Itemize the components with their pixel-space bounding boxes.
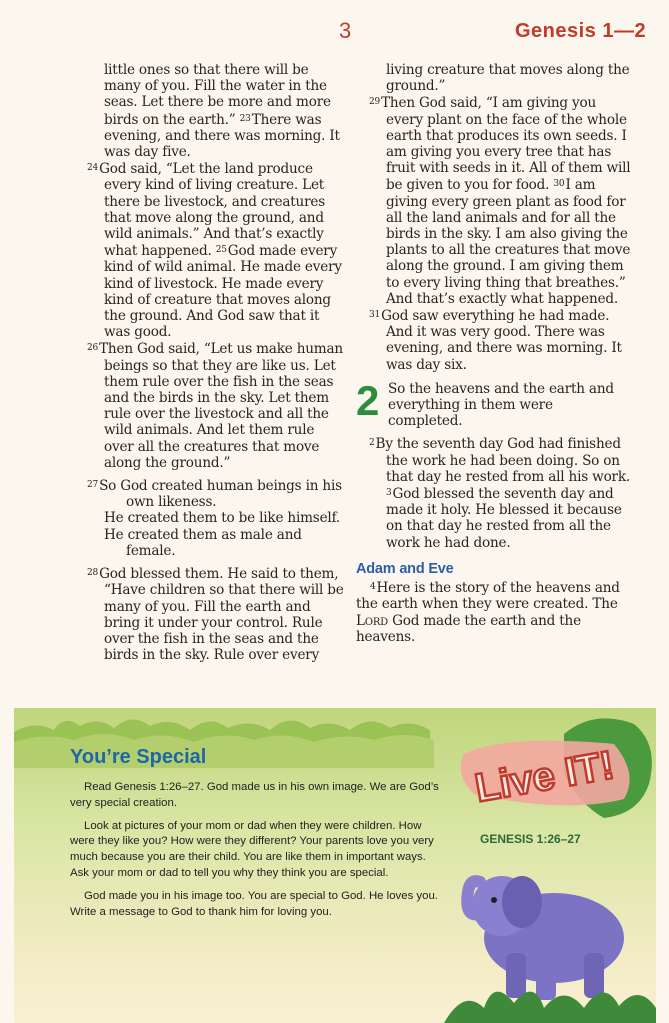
verse-31 — [356, 307, 631, 373]
callout-paragraph: Look at pictures of your mom or dad when they were children. How were they like you? How were they different? Your parents love you very much because you are their child. You are like them in important ways. Ask your mom or dad to tell you why they think you are special. — [70, 819, 434, 879]
verse-number: 25 — [215, 245, 227, 256]
verse-text: I am giving every green plant as food for all the land animals and for all the birds in the sky. I am also giving the plants to all the creatures that move along the ground. I am giving them to every living thing that breathes.” And that’s exactly what happened. — [386, 177, 631, 307]
verse-text: Then God said, “I am giving you every plant on the face of the whole earth that produces its own seeds. I am giving you every tree that has fruit with seeds in it. All of them will be given to you for food. — [381, 95, 631, 194]
elephant-leg — [506, 953, 526, 998]
elephant-eye — [491, 897, 497, 903]
elephant-ear — [502, 876, 542, 928]
verse-number: 3 — [386, 488, 392, 499]
right-column — [356, 62, 631, 645]
live-it-badge — [444, 714, 656, 829]
badge-text: Live IT! — [471, 743, 618, 811]
verse-text: There was evening, and there was morning. It was day five. — [104, 111, 340, 161]
poem-line: So God created human beings in his — [99, 478, 342, 495]
scripture-reference: GENESIS 1:26–27 — [480, 832, 581, 846]
left-column — [74, 62, 344, 663]
verse-text: By the seventh day God had finished the work he had been doing. So on that day he rested from all his work. — [375, 436, 631, 485]
poem-line: own likeness. — [126, 494, 217, 511]
section-heading: Adam and Eve — [356, 560, 454, 577]
text-continuation: little ones so that there will be many of you. Fill the water in the seas. Let there be more and more birds on the earth.” — [104, 62, 331, 128]
verse-number: 30 — [553, 179, 565, 190]
verse-text: God blessed them. He said to them, “Have children so that there will be many of you. Fill the earth and bring it under your control. Rule over the fish in the seas and the birds in the sky. Rule over every — [99, 566, 344, 664]
verse-text: God saw everything he had made. And it was very good. There was evening, and there was morning. It was day six. — [381, 308, 622, 373]
verse-number: 27 — [87, 480, 99, 491]
poem-line: He created them as male and — [104, 526, 302, 543]
verse-text: Here is the story of the heavens and the earth when they were created. The — [356, 580, 620, 613]
live-it-callout — [14, 708, 656, 1023]
verse-number: 29 — [369, 97, 381, 108]
verse-number: 23 — [239, 113, 251, 124]
verse-text: God said, “Let the land produce every kind of living creature. Let there be livestock, and creatures that move along the ground, and wild animals.” And that’s exactly what happened. — [99, 161, 326, 260]
verse-text: God blessed the seventh day and made it holy. He blessed it because on that day he rested from all the work he had done. — [386, 486, 622, 551]
callout-title: You’re Special — [70, 746, 207, 768]
elephant-leg — [536, 958, 556, 1000]
chapter-number: 2 — [356, 376, 380, 424]
verse-text: So the heavens and the earth and everything in them were completed. — [388, 380, 614, 430]
verse-text: Then God said, “Let us make human beings so that they are like us. Let them rule over the fish in the seas and the birds in the sky. Let them rule over the livestock and all the wild animals. And let them rule over all the creatures that move along the ground.” — [99, 341, 343, 471]
verse-number: 28 — [87, 568, 99, 579]
verse-26 — [74, 340, 344, 471]
callout-paragraph: Read Genesis 1:26–27. God made us in his own image. We are God’s very special creation. — [70, 781, 439, 809]
poem-line: He created them to be like himself. — [104, 510, 341, 527]
verse-text: God made the earth and the heavens. — [356, 612, 581, 645]
continued-paragraph — [74, 62, 344, 160]
verse-2 — [356, 435, 631, 550]
verse-number: 24 — [87, 163, 99, 174]
verse-29 — [356, 94, 631, 307]
verse-4 — [356, 579, 631, 645]
running-head: Genesis 1—2 — [515, 20, 647, 42]
verse-number: 26 — [87, 343, 99, 354]
poem-line: female. — [126, 542, 176, 559]
page-number: 3 — [339, 18, 352, 43]
divine-name: Lord — [356, 612, 388, 629]
verse-24 — [74, 160, 344, 340]
verse-number: 31 — [369, 310, 381, 321]
callout-paragraph: God made you in his image too. You are special to God. He loves you. Write a message to God to thank him for loving you. — [70, 889, 438, 918]
elephant-illustration — [444, 848, 656, 1023]
verse-number: 4 — [370, 582, 376, 593]
poem-verse-27 — [74, 477, 344, 559]
verse-text: God made every kind of wild animal. He made every kind of livestock. He made every kind of creature that moves along the ground. And God saw that it was good. — [104, 243, 342, 341]
callout-body — [70, 780, 444, 927]
continued-paragraph — [356, 62, 631, 94]
chapter-start — [356, 376, 631, 430]
text-continuation: living creature that moves along the ground.” — [386, 62, 630, 95]
elephant-leg — [584, 953, 604, 998]
verse-28 — [74, 565, 344, 663]
verse-number: 2 — [369, 438, 375, 449]
